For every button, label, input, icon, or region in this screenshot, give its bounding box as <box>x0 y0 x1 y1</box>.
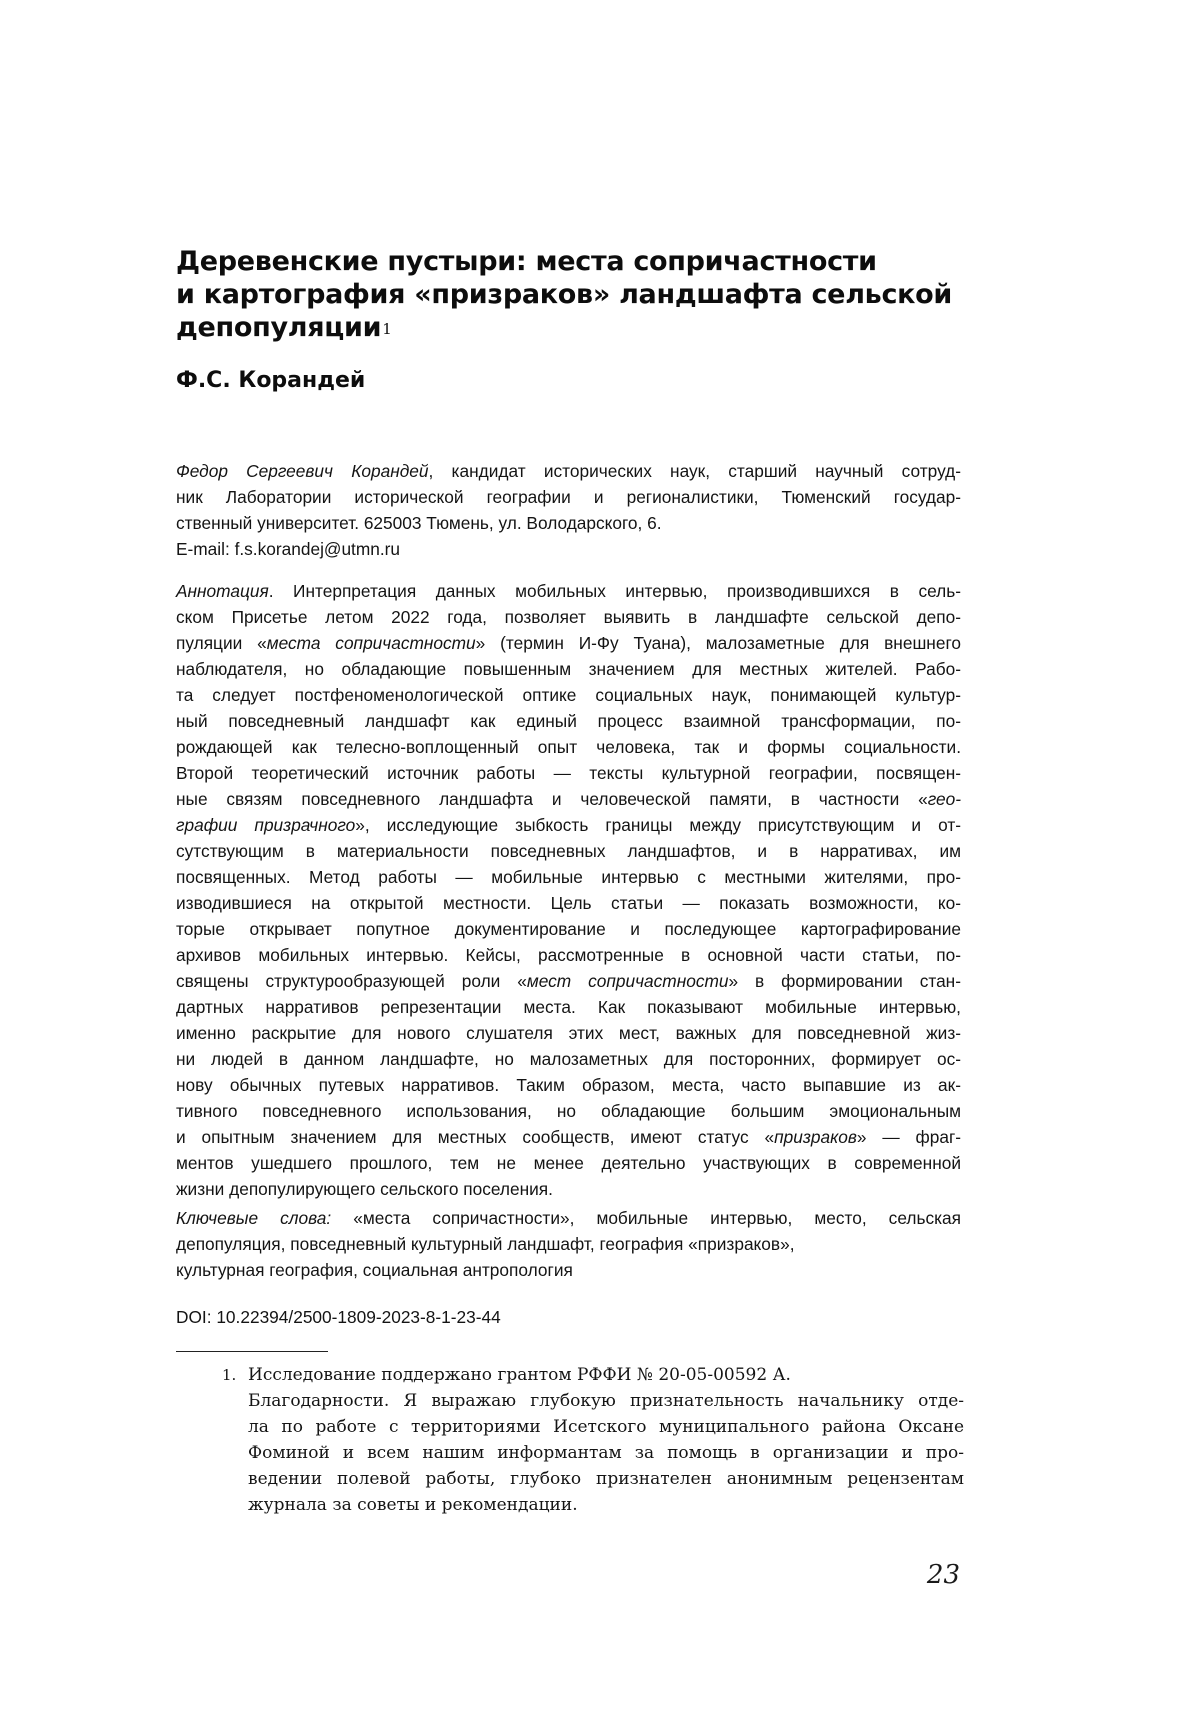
affiliation-line: Федор Сергеевич Корандей, кандидат исторических наук, старший научный сотруд- <box>176 458 961 484</box>
doi <box>176 1304 961 1330</box>
abstract-line: жизни депопулирующего сельского поселения. <box>176 1176 961 1202</box>
abstract-line: сутствующим в материальности повседневных ландшафтов, и в нарративах, им <box>176 838 961 864</box>
abstract-line: Второй теоретический источник работы — тексты культурной географии, посвящен- <box>176 760 961 786</box>
abstract-line: священы структурообразующей роли «мест сопричастности» в формировании стан- <box>176 968 961 994</box>
keywords <box>176 1205 961 1283</box>
footnote-line: Фоминой и всем нашим информантам за помощь в организации и про- <box>248 1440 964 1466</box>
abstract-line: рождающей как телесно-воплощенный опыт человека, так и формы социальности. <box>176 734 961 760</box>
journal-page <box>0 0 1200 1710</box>
abstract-label: Аннотация <box>176 581 269 601</box>
abstract-line: ском Присетье летом 2022 года, позволяет выявить в ландшафте сельской депо- <box>176 604 961 630</box>
author-full-name: Федор Сергеевич Корандей <box>176 461 429 481</box>
abstract-line: ный повседневный ландшафт как единый процесс взаимной трансформации, по- <box>176 708 961 734</box>
abstract-line: посвященных. Метод работы — мобильные интервью с местными жителями, про- <box>176 864 961 890</box>
footnote-text <box>248 1362 964 1518</box>
footnote-line: ведении полевой работы, глубоко признателен анонимным рецензентам <box>248 1466 964 1492</box>
abstract-line: изводившиеся на открытой местности. Цель статьи — показать возможности, ко- <box>176 890 961 916</box>
footnote-number: 1. <box>222 1362 236 1388</box>
affiliation-line: ственный университет. 625003 Тюмень, ул. Володарского, 6. <box>176 510 961 536</box>
abstract-line: пуляции «места сопричастности» (термин И-Фу Туана), малозаметные для внешнего <box>176 630 961 656</box>
abstract-line: именно раскрытие для нового слушателя этих мест, важных для повседневной жиз- <box>176 1020 961 1046</box>
abstract <box>176 578 961 1202</box>
title-line: и картография «призраков» ландшафта сельской <box>176 278 966 311</box>
title-line: Деревенские пустыри: места сопричастности <box>176 245 966 278</box>
abstract-line: графии призрачного», исследующие зыбкость границы между присутствующим и от- <box>176 812 961 838</box>
footnote-divider <box>176 1351 328 1352</box>
footnote-line: журнала за советы и рекомендации. <box>248 1492 964 1518</box>
article-title <box>176 245 966 344</box>
article-author: Ф.С. Корандей <box>176 367 365 395</box>
abstract-line: та следует постфеноменологической оптике социальных наук, понимающей культур- <box>176 682 961 708</box>
abstract-line: дартных нарративов репрезентации места. Как показывают мобильные интервью, <box>176 994 961 1020</box>
footnote-line: ла по работе с территориями Исетского муниципального района Оксане <box>248 1414 964 1440</box>
affiliation-line: ник Лаборатории исторической географии и регионалистики, Тюменский государ- <box>176 484 961 510</box>
footnote-line: Исследование поддержано грантом РФФИ № 20-05-00592 А. <box>248 1362 964 1388</box>
abstract-line: Аннотация. Интерпретация данных мобильных интервью, производившихся в сель- <box>176 578 961 604</box>
keywords-label: Ключевые слова: <box>176 1208 331 1228</box>
doi-text[interactable]: DOI: 10.22394/2500-1809-2023-8-1-23-44 <box>176 1304 961 1330</box>
keywords-line: депопуляция, повседневный культурный ландшафт, география «призраков», <box>176 1231 961 1257</box>
keywords-line: Ключевые слова: «места сопричастности», мобильные интервью, место, сельская <box>176 1205 961 1231</box>
author-affiliation <box>176 458 961 562</box>
abstract-line: тивного повседневного использования, но обладающие большим эмоциональным <box>176 1098 961 1124</box>
footnote-line: Благодарности. Я выражаю глубокую признательность начальнику отде- <box>248 1388 964 1414</box>
abstract-line: наблюдателя, но обладающие повышенным значением для местных жителей. Рабо- <box>176 656 961 682</box>
abstract-line: ментов ушедшего прошлого, тем не менее деятельно участвующих в современной <box>176 1150 961 1176</box>
title-footnote-ref[interactable]: 1 <box>382 320 391 338</box>
abstract-line: архивов мобильных интервью. Кейсы, рассмотренные в основной части статьи, по- <box>176 942 961 968</box>
abstract-line: ные связям повседневного ландшафта и человеческой памяти, в частности «гео- <box>176 786 961 812</box>
abstract-line: торые открывает попутное документирование и последующее картографирование <box>176 916 961 942</box>
abstract-line: и опытным значением для местных сообществ, имеют статус «призраков» — фраг- <box>176 1124 961 1150</box>
abstract-line: нову обычных путевых нарративов. Таким образом, места, часто выпавшие из ак- <box>176 1072 961 1098</box>
author-email[interactable]: E-mail: f.s.korandej@utmn.ru <box>176 536 961 562</box>
abstract-line: ни людей в данном ландшафте, но малозаметных для посторонних, формирует ос- <box>176 1046 961 1072</box>
keywords-line: культурная география, социальная антропология <box>176 1257 961 1283</box>
title-line: депопуляции1 <box>176 311 966 344</box>
page-number: 23 <box>900 1560 960 1590</box>
